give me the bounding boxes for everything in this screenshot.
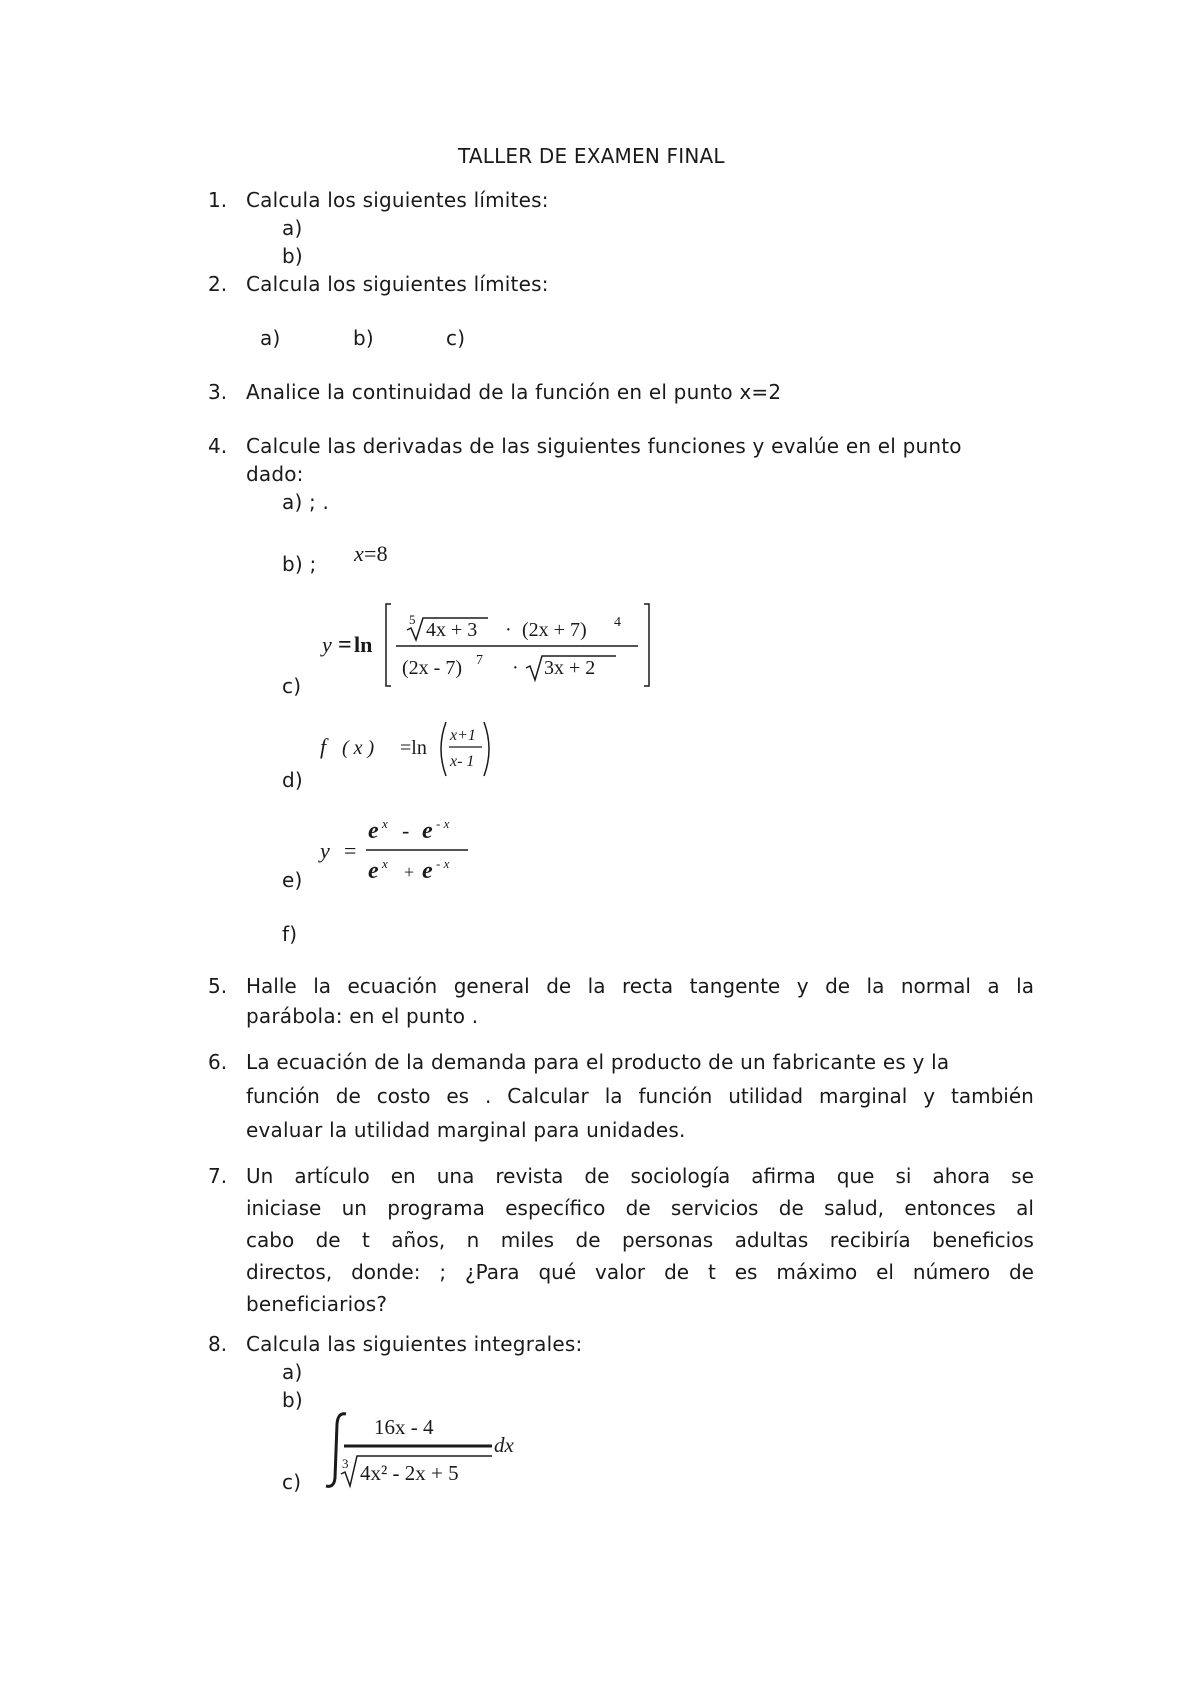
radicand: 3x + 2 [544,657,596,679]
word: costo [376,1084,431,1108]
question-number: 5. [208,974,228,998]
word: también [951,1084,1034,1108]
right-paren [484,722,489,776]
point-value [354,542,388,566]
question-text: Calcula los siguientes límites: [246,188,549,212]
item-label: a) [260,326,281,350]
word: utilidad [728,1084,804,1108]
word: años, [391,1228,446,1252]
exponent: x [382,816,388,831]
word: de [1008,1260,1034,1284]
word: de [825,974,851,998]
word: marginal [818,1084,908,1108]
question-text: Calcule las derivadas de las siguientes funciones y evalúe en el punto [246,434,962,458]
word: y [796,974,809,998]
item-label: f) [282,922,298,946]
formula-lhs: y [322,632,332,657]
word: de [778,1196,804,1220]
formula-exponential-ratio [316,812,486,892]
word: número [912,1260,991,1284]
differential: dx [494,1433,514,1457]
fraction-numerator: x+1 [450,727,476,744]
exponent: - x [436,816,450,831]
dot-operator: · [505,619,512,641]
formula-eq: = [344,838,357,863]
question-text: dado: [246,462,304,486]
word: la [587,974,606,998]
word: tangente [689,974,781,998]
word: es [734,1260,758,1284]
word: es [446,1084,470,1108]
word: función [246,1084,320,1108]
base-e: e [368,818,379,844]
justified-line [246,1084,1034,1108]
item-label: a) [282,216,303,240]
justified-line [246,974,1034,998]
point-equals: =8 [363,541,388,566]
page-title: TALLER DE EXAMEN FINAL [458,144,725,168]
word: a [987,974,1000,998]
word: normal [900,974,971,998]
word: específico [505,1196,606,1220]
word: servicios [670,1196,759,1220]
base-e: e [422,818,433,844]
word: t [362,1228,370,1252]
word: si [895,1164,912,1188]
question-text: parábola: en el punto . [246,1004,479,1028]
question-text: La ecuación de la demanda para el producto de un fabricante es y la [246,1050,950,1074]
question-number: 6. [208,1050,228,1074]
word: valor [595,1260,646,1284]
word: de [625,1196,651,1220]
item-label: a) ; . [282,490,330,514]
word: función [638,1084,713,1108]
item-label: c) [282,674,302,698]
word: general [453,974,530,998]
word: que [836,1164,875,1188]
word: iniciase [246,1196,322,1220]
question-number: 3. [208,380,228,404]
word: . [485,1084,492,1108]
word: ¿Para [465,1260,520,1284]
word: de [315,1228,341,1252]
root-index: 5 [409,612,416,627]
word: de [546,974,572,998]
justified-line [246,1164,1034,1188]
word: la [604,1084,623,1108]
question-text: beneficiarios? [246,1292,388,1316]
formula-eq: = [338,632,352,658]
radicand: 4x + 3 [426,619,478,641]
justified-line [246,1228,1034,1252]
word: t [707,1260,716,1284]
item-label: a) [282,1360,303,1384]
question-text: Calcula los siguientes límites: [246,272,549,296]
word: entonces [904,1196,996,1220]
word: revista [495,1164,564,1188]
word: miles [500,1228,555,1252]
word: recta [621,974,674,998]
word: salud, [824,1196,885,1220]
formula-integral [322,1408,532,1492]
word: Calcular [507,1084,589,1108]
word: adultas [734,1228,809,1252]
justified-line [246,1196,1034,1220]
word: programa [387,1196,485,1220]
word: de [584,1164,610,1188]
word: la [1016,974,1034,998]
base-e: e [422,858,433,884]
denominator-factor: (2x - 7) [402,657,462,679]
left-paren [441,722,446,776]
word: afirma [751,1164,816,1188]
word: directos, [246,1260,333,1284]
word: se [1011,1164,1034,1188]
question-number: 4. [208,434,228,458]
word: donde: [351,1260,421,1284]
word: la [866,974,885,998]
exponent: - x [436,856,450,871]
word: de [335,1084,361,1108]
item-label: e) [282,868,303,892]
word: una [436,1164,475,1188]
word: y [923,1084,936,1108]
item-label: c) [282,1470,302,1494]
word: Halle [246,974,297,998]
variable-x: x [354,541,364,566]
item-label: b) [282,244,303,268]
word: beneficios [932,1228,1034,1252]
item-label: c) [446,326,466,350]
word: ecuación [347,974,438,998]
word: máximo [776,1260,858,1284]
word: la [313,974,332,998]
item-label: b) ; [282,552,317,576]
fraction-denominator: x- 1 [450,753,475,770]
word: cabo [246,1228,295,1252]
word: sociología [630,1164,731,1188]
word: al [1016,1196,1034,1220]
question-text: Analice la continuidad de la función en el punto x=2 [246,380,782,404]
item-label: b) [282,1388,303,1412]
word: en [390,1164,416,1188]
question-number: 8. [208,1332,228,1356]
left-bracket [386,604,391,686]
question-number: 7. [208,1164,228,1188]
word: de [575,1228,601,1252]
word: n [466,1228,480,1252]
integrand-numerator: 16x - 4 [374,1415,434,1439]
item-label: d) [282,768,303,792]
function-name: f [320,734,327,759]
dot-operator: · [512,657,519,679]
exponent: x [382,856,388,871]
exponent: 7 [476,653,483,668]
formula-ln: ln [354,632,373,657]
word: Un [246,1164,274,1188]
radicand: 4x² - 2x + 5 [360,1461,459,1485]
right-bracket [644,604,649,686]
formula-eq: =ln [400,737,427,759]
question-number: 1. [208,188,228,212]
word: el [876,1260,894,1284]
justified-line [246,1260,1034,1284]
word: personas [621,1228,714,1252]
item-label: b) [353,326,374,350]
integral-sign [326,1414,346,1487]
question-number: 2. [208,272,228,296]
formula-log-quotient [316,716,506,782]
exponent: 4 [614,615,621,630]
plus-sign: + [404,862,415,882]
question-text: Calcula las siguientes integrales: [246,1332,583,1356]
word: artículo [294,1164,370,1188]
numerator-factor: (2x + 7) [522,619,587,641]
word: qué [538,1260,577,1284]
word: recibiría [829,1228,911,1252]
function-argument: ( x ) [342,737,375,759]
word: ; [439,1260,447,1284]
word: de [664,1260,690,1284]
formula-lhs: y [320,838,330,863]
minus-sign: - [402,818,410,843]
word: ahora [932,1164,991,1188]
root-index: 3 [342,1456,349,1471]
word: un [341,1196,367,1220]
base-e: e [368,858,379,884]
question-text: evaluar la utilidad marginal para unidades. [246,1118,686,1142]
formula-log-derivative [316,600,656,692]
